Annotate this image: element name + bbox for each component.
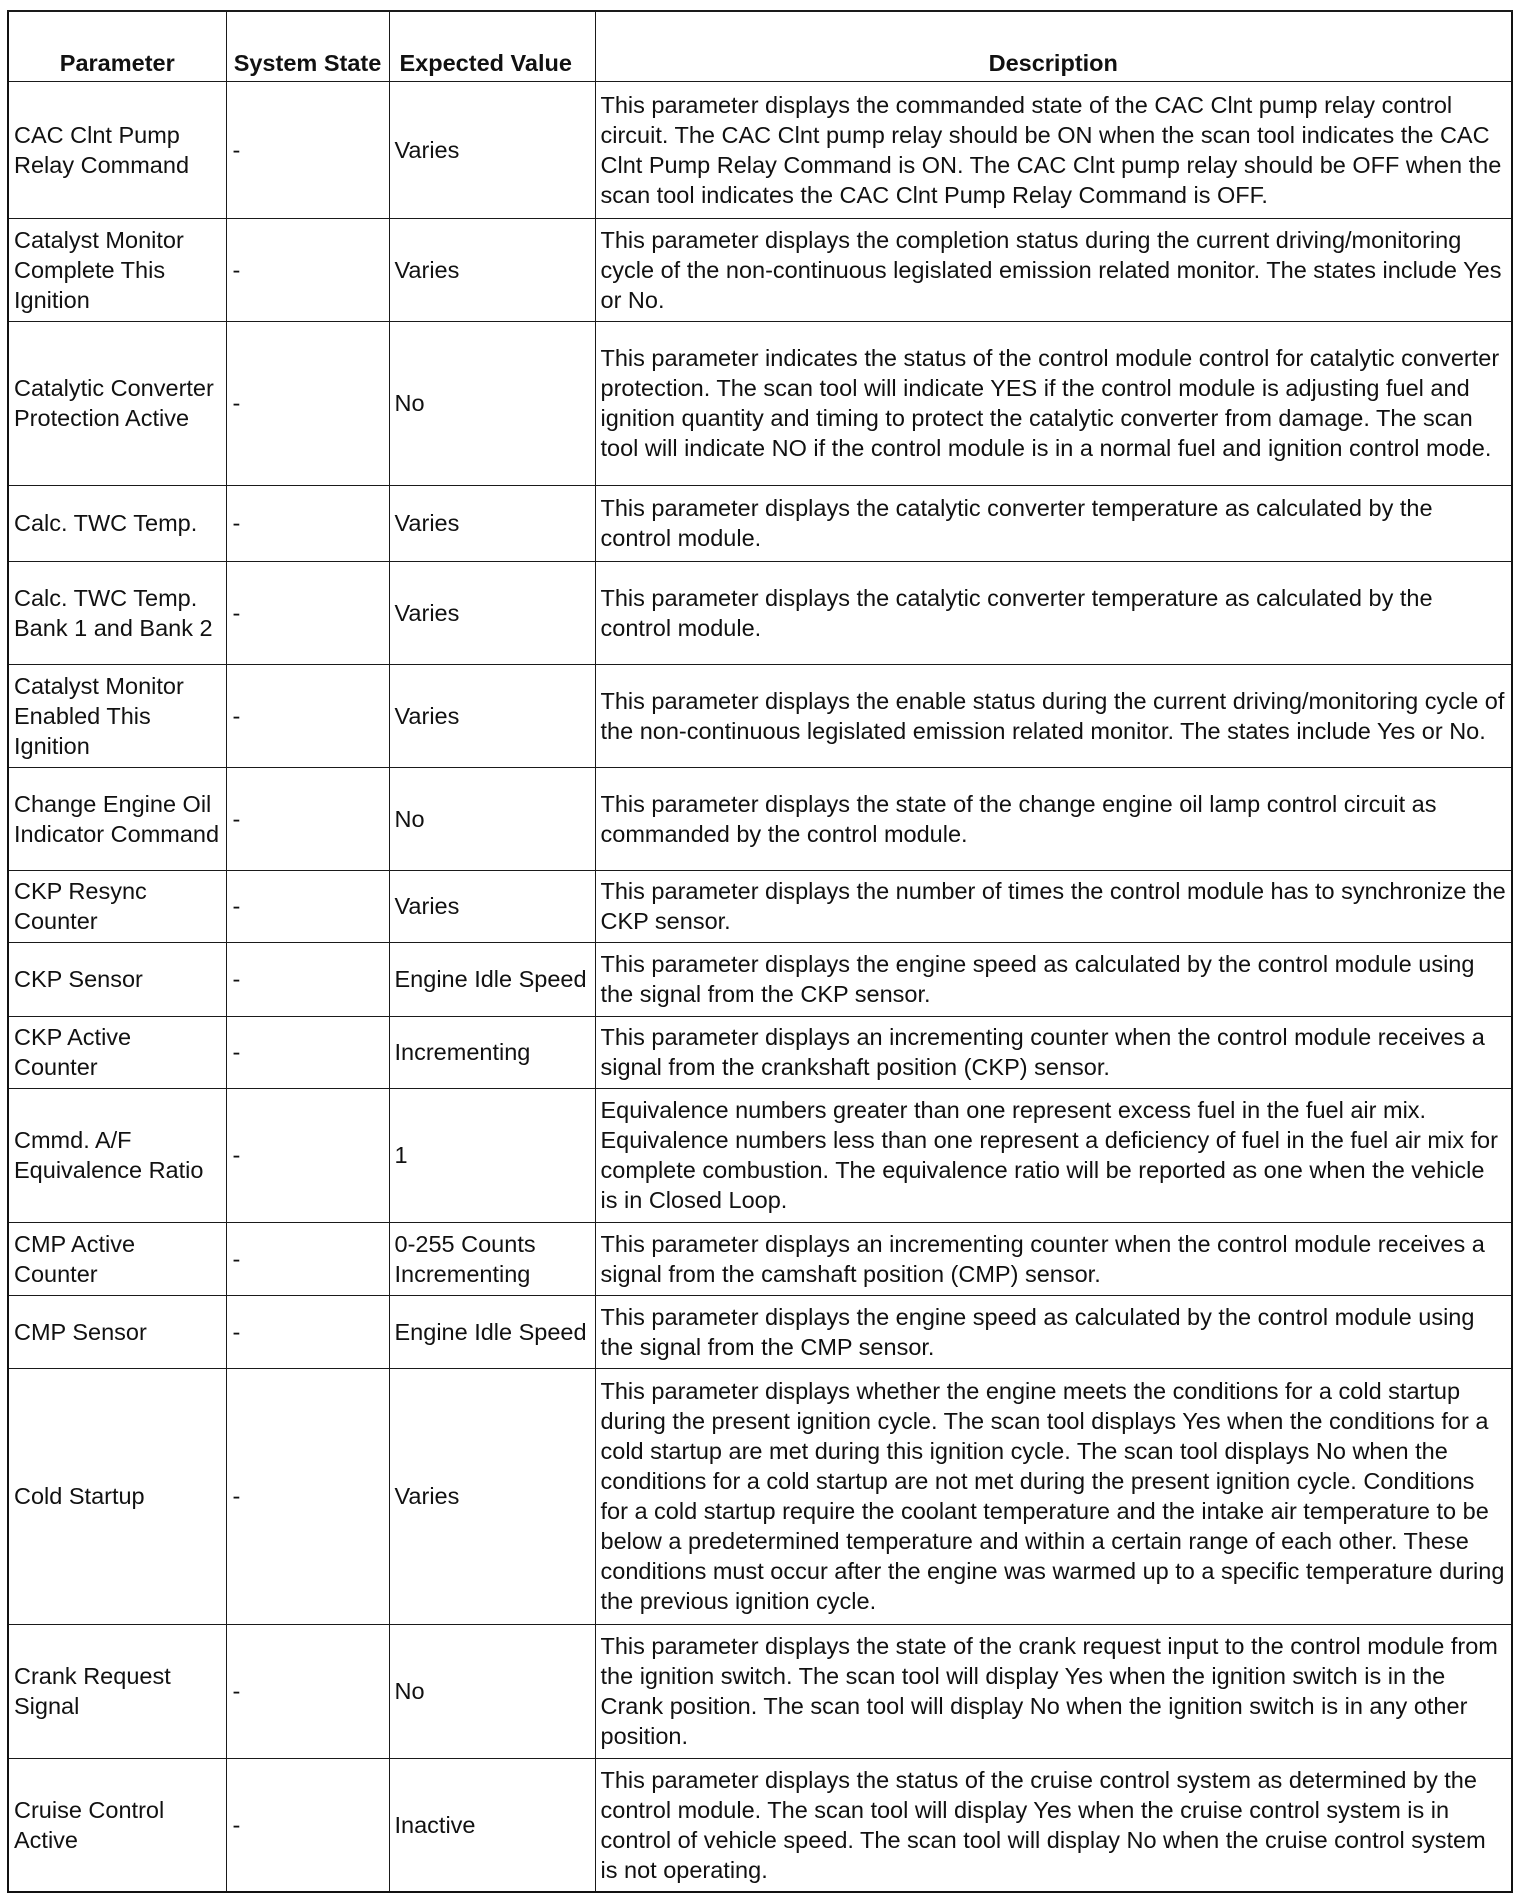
table-row	[8, 767, 1512, 870]
cell-expected-value: 0-255 Counts Incrementing	[389, 1222, 595, 1295]
cell-system-state: -	[226, 485, 389, 561]
cell-parameter: Catalytic Converter Protection Active	[8, 321, 226, 485]
cell-description: This parameter displays the state of the crank request input to the control module from the ignition switch. The scan tool will display Yes when the ignition switch is in the Crank position. The scan tool will display No when the ignition switch is in any other position.	[595, 1624, 1512, 1758]
cell-system-state: -	[226, 321, 389, 485]
header-expected-value: Expected Value	[389, 11, 595, 81]
cell-expected-value: Engine Idle Speed	[389, 1295, 595, 1368]
cell-expected-value: Varies	[389, 664, 595, 767]
cell-expected-value: Engine Idle Speed	[389, 942, 595, 1016]
cell-expected-value: Varies	[389, 81, 595, 218]
cell-parameter: Catalyst Monitor Complete This Ignition	[8, 218, 226, 321]
table-row	[8, 1758, 1512, 1892]
cell-description: This parameter displays whether the engine meets the conditions for a cold startup during the present ignition cycle. The scan tool displays Yes when the conditions for a cold startup are met during this ignition cycle. The scan tool displays No when the conditions for a cold startup are not met during the present ignition cycle. Conditions for a cold startup require the coolant temperature and the intake air temperature to be below a predetermined temperature and within a certain range of each other. These conditions must occur after the engine was warmed up to a specific temperature during the previous ignition cycle.	[595, 1368, 1512, 1624]
cell-parameter: Crank Request Signal	[8, 1624, 226, 1758]
cell-description: This parameter displays the engine speed as calculated by the control module using the signal from the CKP sensor.	[595, 942, 1512, 1016]
table-row	[8, 1368, 1512, 1624]
cell-expected-value: No	[389, 1624, 595, 1758]
cell-parameter: Change Engine Oil Indicator Command	[8, 767, 226, 870]
cell-system-state: -	[226, 81, 389, 218]
cell-description: This parameter displays the catalytic converter temperature as calculated by the control module.	[595, 485, 1512, 561]
cell-system-state: -	[226, 218, 389, 321]
cell-description: This parameter displays the number of times the control module has to synchronize the CKP sensor.	[595, 870, 1512, 942]
cell-description: This parameter displays the completion status during the current driving/monitoring cycle of the non-continuous legislated emission related monitor. The states include Yes or No.	[595, 218, 1512, 321]
cell-expected-value: Varies	[389, 485, 595, 561]
header-system-state: System State	[226, 11, 389, 81]
table-row	[8, 218, 1512, 321]
cell-system-state: -	[226, 561, 389, 664]
cell-parameter: CKP Active Counter	[8, 1016, 226, 1088]
cell-expected-value: No	[389, 767, 595, 870]
header-row	[8, 11, 1512, 81]
cell-description: This parameter indicates the status of the control module control for catalytic converter protection. The scan tool will indicate YES if the control module is adjusting fuel and ignition quantity and timing to protect the catalytic converter from damage. The scan tool will indicate NO if the control module is in a normal fuel and ignition control mode.	[595, 321, 1512, 485]
cell-system-state: -	[226, 664, 389, 767]
cell-description: This parameter displays the status of the cruise control system as determined by the control module. The scan tool will display Yes when the cruise control system is in control of vehicle speed. The scan tool will display No when the cruise control system is not operating.	[595, 1758, 1512, 1892]
cell-parameter: CAC Clnt Pump Relay Command	[8, 81, 226, 218]
cell-parameter: Cruise Control Active	[8, 1758, 226, 1892]
table-row	[8, 664, 1512, 767]
cell-description: This parameter displays an incrementing counter when the control module receives a signal from the crankshaft position (CKP) sensor.	[595, 1016, 1512, 1088]
cell-parameter: Calc. TWC Temp.	[8, 485, 226, 561]
cell-parameter: CKP Resync Counter	[8, 870, 226, 942]
cell-parameter: CKP Sensor	[8, 942, 226, 1016]
table-row	[8, 1295, 1512, 1368]
cell-system-state: -	[226, 1368, 389, 1624]
header-parameter: Parameter	[8, 11, 226, 81]
cell-expected-value: Varies	[389, 870, 595, 942]
cell-parameter: Cold Startup	[8, 1368, 226, 1624]
cell-system-state: -	[226, 767, 389, 870]
table-row	[8, 1624, 1512, 1758]
cell-description: This parameter displays the state of the change engine oil lamp control circuit as commanded by the control module.	[595, 767, 1512, 870]
cell-system-state: -	[226, 1758, 389, 1892]
cell-system-state: -	[226, 1624, 389, 1758]
cell-parameter: CMP Sensor	[8, 1295, 226, 1368]
cell-system-state: -	[226, 1222, 389, 1295]
table-row	[8, 1016, 1512, 1088]
cell-expected-value: Varies	[389, 561, 595, 664]
cell-system-state: -	[226, 1016, 389, 1088]
cell-parameter: Cmmd. A/F Equivalence Ratio	[8, 1088, 226, 1222]
cell-description: This parameter displays the commanded state of the CAC Clnt pump relay control circuit. The CAC Clnt pump relay should be ON when the scan tool indicates the CAC Clnt Pump Relay Command is ON. The CAC Clnt pump relay should be OFF when the scan tool indicates the CAC Clnt Pump Relay Command is OFF.	[595, 81, 1512, 218]
table-row	[8, 321, 1512, 485]
cell-description: This parameter displays the engine speed as calculated by the control module using the signal from the CMP sensor.	[595, 1295, 1512, 1368]
cell-system-state: -	[226, 942, 389, 1016]
table-row	[8, 485, 1512, 561]
table-row	[8, 870, 1512, 942]
cell-system-state: -	[226, 870, 389, 942]
cell-system-state: -	[226, 1295, 389, 1368]
parameter-table	[7, 10, 1513, 1893]
cell-description: This parameter displays an incrementing counter when the control module receives a signal from the camshaft position (CMP) sensor.	[595, 1222, 1512, 1295]
table-row	[8, 1222, 1512, 1295]
cell-expected-value: Varies	[389, 1368, 595, 1624]
cell-expected-value: Incrementing	[389, 1016, 595, 1088]
cell-expected-value: Inactive	[389, 1758, 595, 1892]
cell-parameter: Calc. TWC Temp. Bank 1 and Bank 2	[8, 561, 226, 664]
cell-expected-value: 1	[389, 1088, 595, 1222]
cell-description: This parameter displays the catalytic converter temperature as calculated by the control module.	[595, 561, 1512, 664]
table-row	[8, 942, 1512, 1016]
cell-system-state: -	[226, 1088, 389, 1222]
cell-expected-value: Varies	[389, 218, 595, 321]
cell-parameter: CMP Active Counter	[8, 1222, 226, 1295]
cell-description: This parameter displays the enable status during the current driving/monitoring cycle of the non-continuous legislated emission related monitor. The states include Yes or No.	[595, 664, 1512, 767]
table-row	[8, 81, 1512, 218]
table-row	[8, 1088, 1512, 1222]
table-row	[8, 561, 1512, 664]
header-description: Description	[595, 11, 1512, 81]
cell-parameter: Catalyst Monitor Enabled This Ignition	[8, 664, 226, 767]
cell-description: Equivalence numbers greater than one represent excess fuel in the fuel air mix. Equivalence numbers less than one represent a deficiency of fuel in the fuel air mix for complete combustion. The equivalence ratio will be reported as one when the vehicle is in Closed Loop.	[595, 1088, 1512, 1222]
cell-expected-value: No	[389, 321, 595, 485]
